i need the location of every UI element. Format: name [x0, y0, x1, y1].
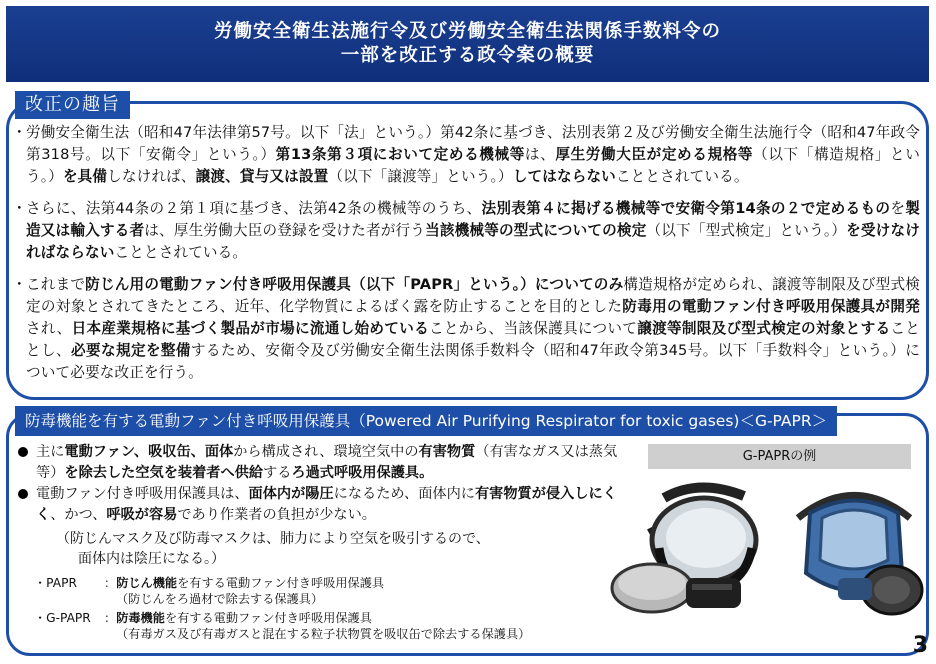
bold-text-run: 譲渡、貸与又は設置	[195, 168, 329, 185]
gpapr-bullet-1	[16, 442, 636, 484]
bold-text-run: 面体内が陽圧	[248, 486, 334, 502]
gpapr-sub-description: （有毒ガス及び有毒ガスと混在する粒子状物質を吸収缶で除去する保護具）	[116, 627, 531, 641]
page-number: 3	[912, 633, 928, 658]
bold-text-run: 防じん機能	[116, 576, 178, 590]
bold-text-run: 第13条第３項において定める機械等	[275, 146, 525, 163]
text-run: ：	[104, 611, 117, 625]
bold-text-run: 有害物質が侵入しにくく	[36, 486, 617, 523]
text-run: こととし、	[26, 320, 920, 359]
purpose-section-content	[12, 122, 921, 394]
gpapr-description	[16, 442, 636, 642]
title-line-1: 労働安全衛生法施行令及び労働安全衛生法関係手数料令の	[213, 21, 721, 42]
purpose-paragraph-3-text	[26, 276, 920, 381]
purpose-paragraph-1-text	[26, 124, 920, 185]
bold-text-run: 防毒機能	[116, 611, 165, 625]
bold-text-run: 法別表第４に掲げる機械等で安衛令第14条の２で定めるもの	[481, 200, 891, 217]
bold-text-run: 呼吸が容易	[106, 507, 178, 523]
bold-text-run: ろ過式呼吸用保護具。	[291, 465, 434, 481]
bold-text-run: 必要な規定を整備	[70, 342, 191, 359]
papr-term: ・PAPR	[34, 576, 77, 590]
purpose-paragraph-2	[12, 198, 921, 264]
half-mask-respirator-photo	[604, 478, 774, 623]
text-run: （以下「譲渡等」という。）	[328, 168, 513, 185]
bold-text-run: を具備	[62, 168, 108, 185]
bold-text-run: 厚生労働大臣が定める規格等	[555, 146, 754, 163]
text-run: を有する電動ファン付き呼吸用保護具	[164, 611, 372, 625]
example-caption: G-PAPRの例	[648, 444, 911, 469]
bold-text-run: 日本産業規格に基づく製品が市場に流通し始めている	[71, 320, 429, 337]
text-run: 主に	[36, 444, 65, 460]
bold-text-run: してはならない	[512, 168, 616, 185]
text-run: になるため、面体内に	[333, 486, 475, 502]
text-run: 電動ファン付き呼吸用保護具は、	[36, 486, 249, 502]
mask-note-line-2: 面体内は陰圧になる。）	[78, 551, 225, 567]
bold-text-run: 防じん用の電動ファン付き呼吸用保護具（以下「PAPR」という。）についてのみ	[85, 276, 624, 293]
purpose-paragraph-2-text	[26, 200, 920, 261]
gpapr-bullet-1-text	[36, 444, 617, 481]
page-title	[6, 6, 929, 68]
bullet-mark: ・	[12, 200, 27, 217]
text-run: （以下「型式検定」という。）	[646, 222, 847, 239]
papr-description	[104, 575, 384, 591]
text-run: こととされている。	[114, 244, 248, 261]
text-run: 労働安全衛生法（昭和47年法律第57号。以下「法」という。）第42条に基づき、法別表第２及び労働安全衛生法施行令（昭和47年政令第318号。以下「安衛令」という。）	[26, 124, 920, 163]
gpapr-bullet-2-text	[36, 486, 617, 523]
text-run: され、	[26, 320, 72, 337]
mask-note-line-1: （防じんマスク及び防毒マスクは、肺力により空気を吸引するので、	[56, 531, 490, 547]
text-run: しなければ、	[107, 168, 196, 185]
bold-text-run: を受けなければならない	[26, 222, 920, 261]
gpapr-section-label: 防毒機能を有する電動ファン付き呼吸用保護具（Powered Air Purifying Respirator for toxic gases)＜G-PAPR＞	[15, 406, 837, 436]
bold-text-run: 当該機械等の型式についての検定	[425, 222, 647, 239]
text-run: こととされている。	[615, 168, 749, 185]
text-run: を	[890, 200, 906, 217]
text-run: は、厚生労働大臣の登録を受けた者が行う	[144, 222, 426, 239]
bold-text-run: 製造又は輸入する者	[26, 200, 921, 239]
gpapr-definition	[16, 610, 636, 626]
gpapr-bullet-2	[16, 484, 636, 526]
purpose-section-label: 改正の趣旨	[15, 91, 130, 119]
definitions	[16, 575, 636, 642]
bullet-dot	[18, 489, 28, 499]
text-run: を有する電動ファン付き呼吸用保護具	[177, 576, 385, 590]
gpapr-term: ・G-PAPR	[34, 611, 91, 625]
papr-sub-description: （防じんをろ過材で除去する保護具）	[116, 592, 324, 606]
text-run: 構造規格が定められ、譲渡等制限及び型式検定の対象とされてきたところ、近年、化学物質によるばく露を防止することを目的とした	[26, 276, 920, 315]
text-run: 、かつ、	[50, 507, 107, 523]
papr-definition	[16, 575, 636, 591]
text-run: （以下「構造規格」という。）	[26, 146, 920, 185]
title-line-2: 一部を改正する政令案の概要	[340, 45, 595, 66]
purpose-paragraph-1	[12, 122, 920, 188]
bold-text-run: 譲渡等制限及び型式検定の対象とする	[637, 320, 891, 337]
text-run: であり作業者の負担が少ない。	[177, 507, 376, 523]
text-run: ：	[104, 576, 117, 590]
text-run: から構成され、環境空気中の	[233, 444, 419, 460]
text-run: （有害なガス又は蒸気等）	[36, 444, 618, 481]
text-run: するため、安衛令及び労働安全衛生法関係手数料令（昭和47年政令第345号。以下「手数料令」という。）について必要な改正を行う。	[26, 342, 921, 381]
bullet-mark: ・	[12, 276, 27, 293]
header-banner	[6, 6, 929, 82]
bold-text-run: 防毒用の電動ファン付き呼吸用保護具が開発	[622, 298, 920, 315]
bullet-mark: ・	[12, 124, 27, 141]
gpapr-description	[104, 610, 372, 626]
purpose-paragraph-3	[12, 274, 921, 384]
full-face-respirator-photo	[780, 478, 928, 628]
bold-text-run: 有害物質	[418, 444, 476, 460]
text-run: これまで	[26, 276, 86, 293]
text-run: ことから、当該保護具について	[428, 320, 638, 337]
text-run: は、	[524, 146, 556, 163]
bullet-dot	[18, 447, 28, 457]
text-run: する	[263, 465, 292, 481]
bold-text-run: を除去した空気を装着者へ供給	[64, 465, 264, 481]
text-run: さらに、法第44条の２第１項に基づき、法第42条の機械等のうち、	[26, 200, 482, 217]
bold-text-run: 電動ファン、吸収缶、面体	[64, 444, 234, 460]
